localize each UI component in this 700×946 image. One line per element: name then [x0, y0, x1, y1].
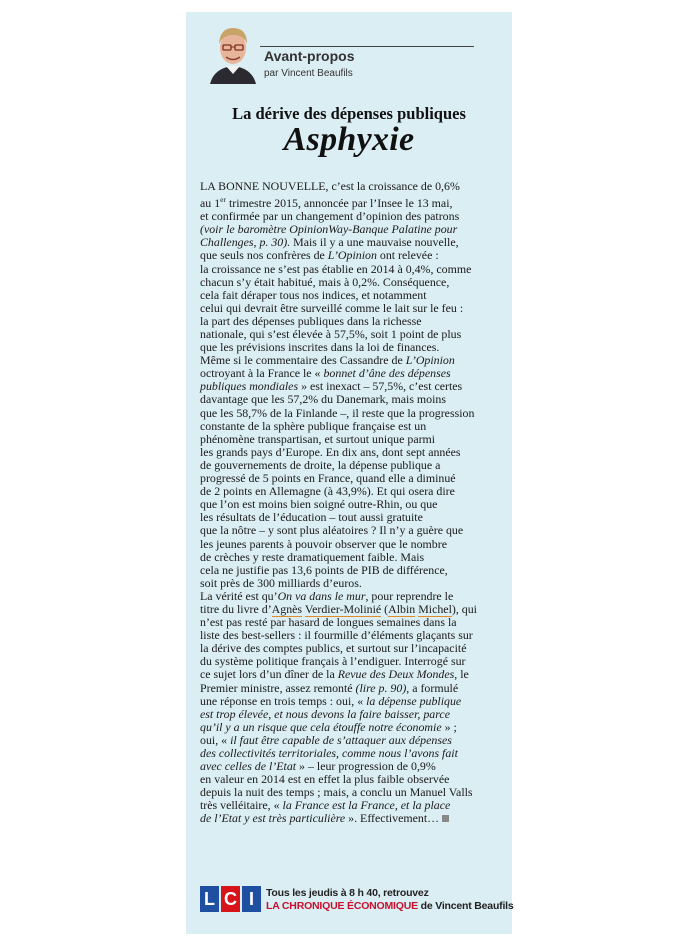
article-text: la part des dépenses publiques dans la richesse — [200, 313, 422, 328]
article-text: liste des best-sellers : il fourmille d’éléments glaçants sur — [200, 628, 473, 643]
article-text: que la nôtre – y sont plus aléatoires ? Il n’y a guère que — [200, 523, 464, 538]
article-text: que l’on est moins bien soigné outre-Rhin, ou que — [200, 497, 438, 512]
article-text: que les 58,7% de la Finlande –, il reste que la progression — [200, 405, 475, 420]
article-italic-text: des collectivités territoriales, comme nous l’avons fait — [200, 746, 458, 760]
article-line — [200, 193, 500, 210]
article-text: LA BONNE NOUVELLE, c’est la croissance de 0,6% — [200, 179, 460, 193]
article-text: et confirmée par un changement d’opinion des patrons — [200, 209, 460, 224]
footer-chronique — [266, 900, 514, 912]
footer-chronique-author: de Vincent Beaufils — [417, 900, 514, 912]
article-text: , le — [454, 667, 469, 682]
article-line — [200, 812, 500, 825]
lci-logo — [200, 886, 261, 912]
lci-logo-letter-l: L — [200, 886, 219, 912]
article-text: ce sujet lors d’un dîner de la — [200, 667, 338, 682]
article-text: du système politique français à l’endiguer. Interrogé sur — [200, 654, 466, 669]
article-text: » est inexact – 57,5%, c’est certes — [298, 379, 463, 394]
article-text: nationale, qui s’est élevée à 57,5%, soit 1 point de plus — [200, 327, 462, 341]
end-of-article-square — [442, 815, 449, 822]
article-text: octroyant à la France le « — [200, 366, 324, 381]
article-text: chacun s’y était habitué, mais à 0,2%. Conséquence, — [200, 274, 450, 289]
article-italic-text: est trop élevée, et nous devons la faire baisser, parce — [200, 706, 450, 721]
article-body — [200, 180, 500, 826]
article-text: en valeur en 2014 est en effet la plus faible observée — [200, 772, 450, 787]
footer-schedule: Tous les jeudis à 8 h 40, retrouvez — [266, 887, 429, 899]
ordinal-superscript: er — [220, 195, 226, 205]
article-italic-text: L’Opinion — [327, 248, 377, 263]
article-underlined-term: Verdier-Molinié — [304, 601, 382, 616]
article-text: ont relevée : — [376, 248, 439, 263]
section-title: Avant-propos — [264, 48, 355, 64]
author-byline: par Vincent Beaufils — [264, 68, 353, 79]
article-italic-text: publiques mondiales — [200, 379, 299, 394]
article-italic-text: qu’il y a un risque que cela étouffe notre économie — [200, 719, 442, 734]
article-text: ( — [381, 601, 389, 616]
article-underlined-term: Michel — [418, 601, 452, 616]
article-text: cela fait déraper tous nos indices, et notamment — [200, 287, 427, 302]
article-text: trimestre 2015, annoncée par l’Insee le 13 mai, — [225, 196, 453, 211]
article-italic-text: bonnet d’âne des dépenses — [323, 366, 451, 381]
article-underlined-term: Albin — [388, 601, 416, 616]
article-text: cela ne justifie pas 13,6 points de PIB de différence, — [200, 562, 448, 577]
article-text: Mais il y a une mauvaise nouvelle, — [290, 235, 459, 250]
article-italic-text: Revue des Deux Mondes — [337, 667, 455, 682]
article-text: , a formulé — [406, 680, 459, 695]
lci-logo-letter-c: C — [221, 886, 240, 912]
article-text: La vérité est qu’ — [200, 588, 278, 603]
article-text: au 1 — [200, 196, 221, 211]
article-text: une réponse en trois temps : oui, « — [200, 693, 367, 708]
article-text: titre du livre d’ — [200, 601, 272, 616]
article-italic-text: On va dans le mur — [277, 588, 366, 603]
article-text: la croissance ne s’est pas établie en 2014 à 0,4%, comme — [200, 261, 472, 276]
article-text: soit près de 300 milliards d’euros. — [200, 575, 362, 590]
article-italic-text: (lire p. 90) — [355, 680, 407, 695]
article-text: très velléitaire, « — [200, 798, 283, 813]
section-rule — [260, 46, 474, 47]
article-italic-text: il faut être capable de s’attaquer aux dépenses — [230, 732, 452, 747]
article-text: les résultats de l’éducation – tout aussi gratuite — [200, 510, 423, 525]
article-italic-text: L’Opinion — [405, 353, 455, 368]
article-text: ». Effectivement… — [345, 811, 440, 826]
article-text: progressé de 5 points en France, quand elle a diminué — [200, 471, 456, 486]
article-text: ), qui — [451, 601, 477, 616]
article-text: de 2 points en Allemagne (à 43,9%). Et qui osera dire — [200, 484, 455, 499]
article-italic-text: la dépense publique — [366, 693, 462, 708]
article-italic-text: avec celles de l’Etat — [200, 759, 297, 774]
article-text: les jeunes parents à pouvoir observer que le nombre — [200, 536, 447, 551]
article-text: les grands pays d’Europe. En dix ans, dont sept années — [200, 444, 461, 459]
article-text: davantage que les 57,2% du Danemark, mais moins — [200, 392, 447, 407]
article-text: » – leur progression de 0,9% — [296, 759, 436, 774]
article-headline: Asphyxie — [283, 121, 415, 158]
article-italic-text: la France est la France, et la place — [282, 798, 451, 813]
article-text: que seuls nos confrères de — [200, 248, 328, 263]
article-panel — [186, 12, 512, 934]
author-photo — [208, 22, 258, 84]
article-text: constante de la sphère publique française est un — [200, 418, 427, 433]
article-text: Premier ministre, assez remonté — [200, 680, 356, 695]
lci-logo-letter-i: I — [242, 886, 261, 912]
article-text: n’est pas resté par hasard de longues semaines dans la — [200, 615, 457, 630]
article-line — [200, 180, 500, 193]
article-text: phénomène transpartisan, et surtout unique parmi — [200, 431, 436, 446]
article-text: de crèches y reste dramatiquement faible. Mais — [200, 549, 425, 564]
article-text: » ; — [441, 719, 457, 734]
article-text: , pour reprendre le — [365, 588, 454, 603]
article-text: la dérive des comptes publics, et surtout sur l’incapacité — [200, 641, 467, 656]
footer-chronique-title: LA CHRONIQUE ÉCONOMIQUE — [266, 900, 418, 912]
article-text: depuis la nuit des temps ; mais, a conclu un Manuel Valls — [200, 785, 473, 800]
article-text: que les prévisions inscrites dans la loi de finances. — [200, 340, 440, 355]
article-text: de gouvernements de droite, la dépense publique a — [200, 457, 441, 472]
article-kicker: La dérive des dépenses publiques — [232, 104, 466, 123]
article-italic-text: Challenges, p. 30). — [200, 235, 291, 250]
article-text: celui qui devrait être surveillé comme le lait sur le feu : — [200, 300, 464, 315]
article-underlined-term: Agnès — [271, 601, 303, 616]
article-italic-text: (voir le baromètre OpinionWay-Banque Palatine pour — [200, 222, 458, 237]
article-italic-text: de l’Etat y est très particulière — [200, 811, 346, 826]
article-text: Même si le commentaire des Cassandre de — [200, 353, 406, 368]
article-text: oui, « — [200, 732, 231, 747]
